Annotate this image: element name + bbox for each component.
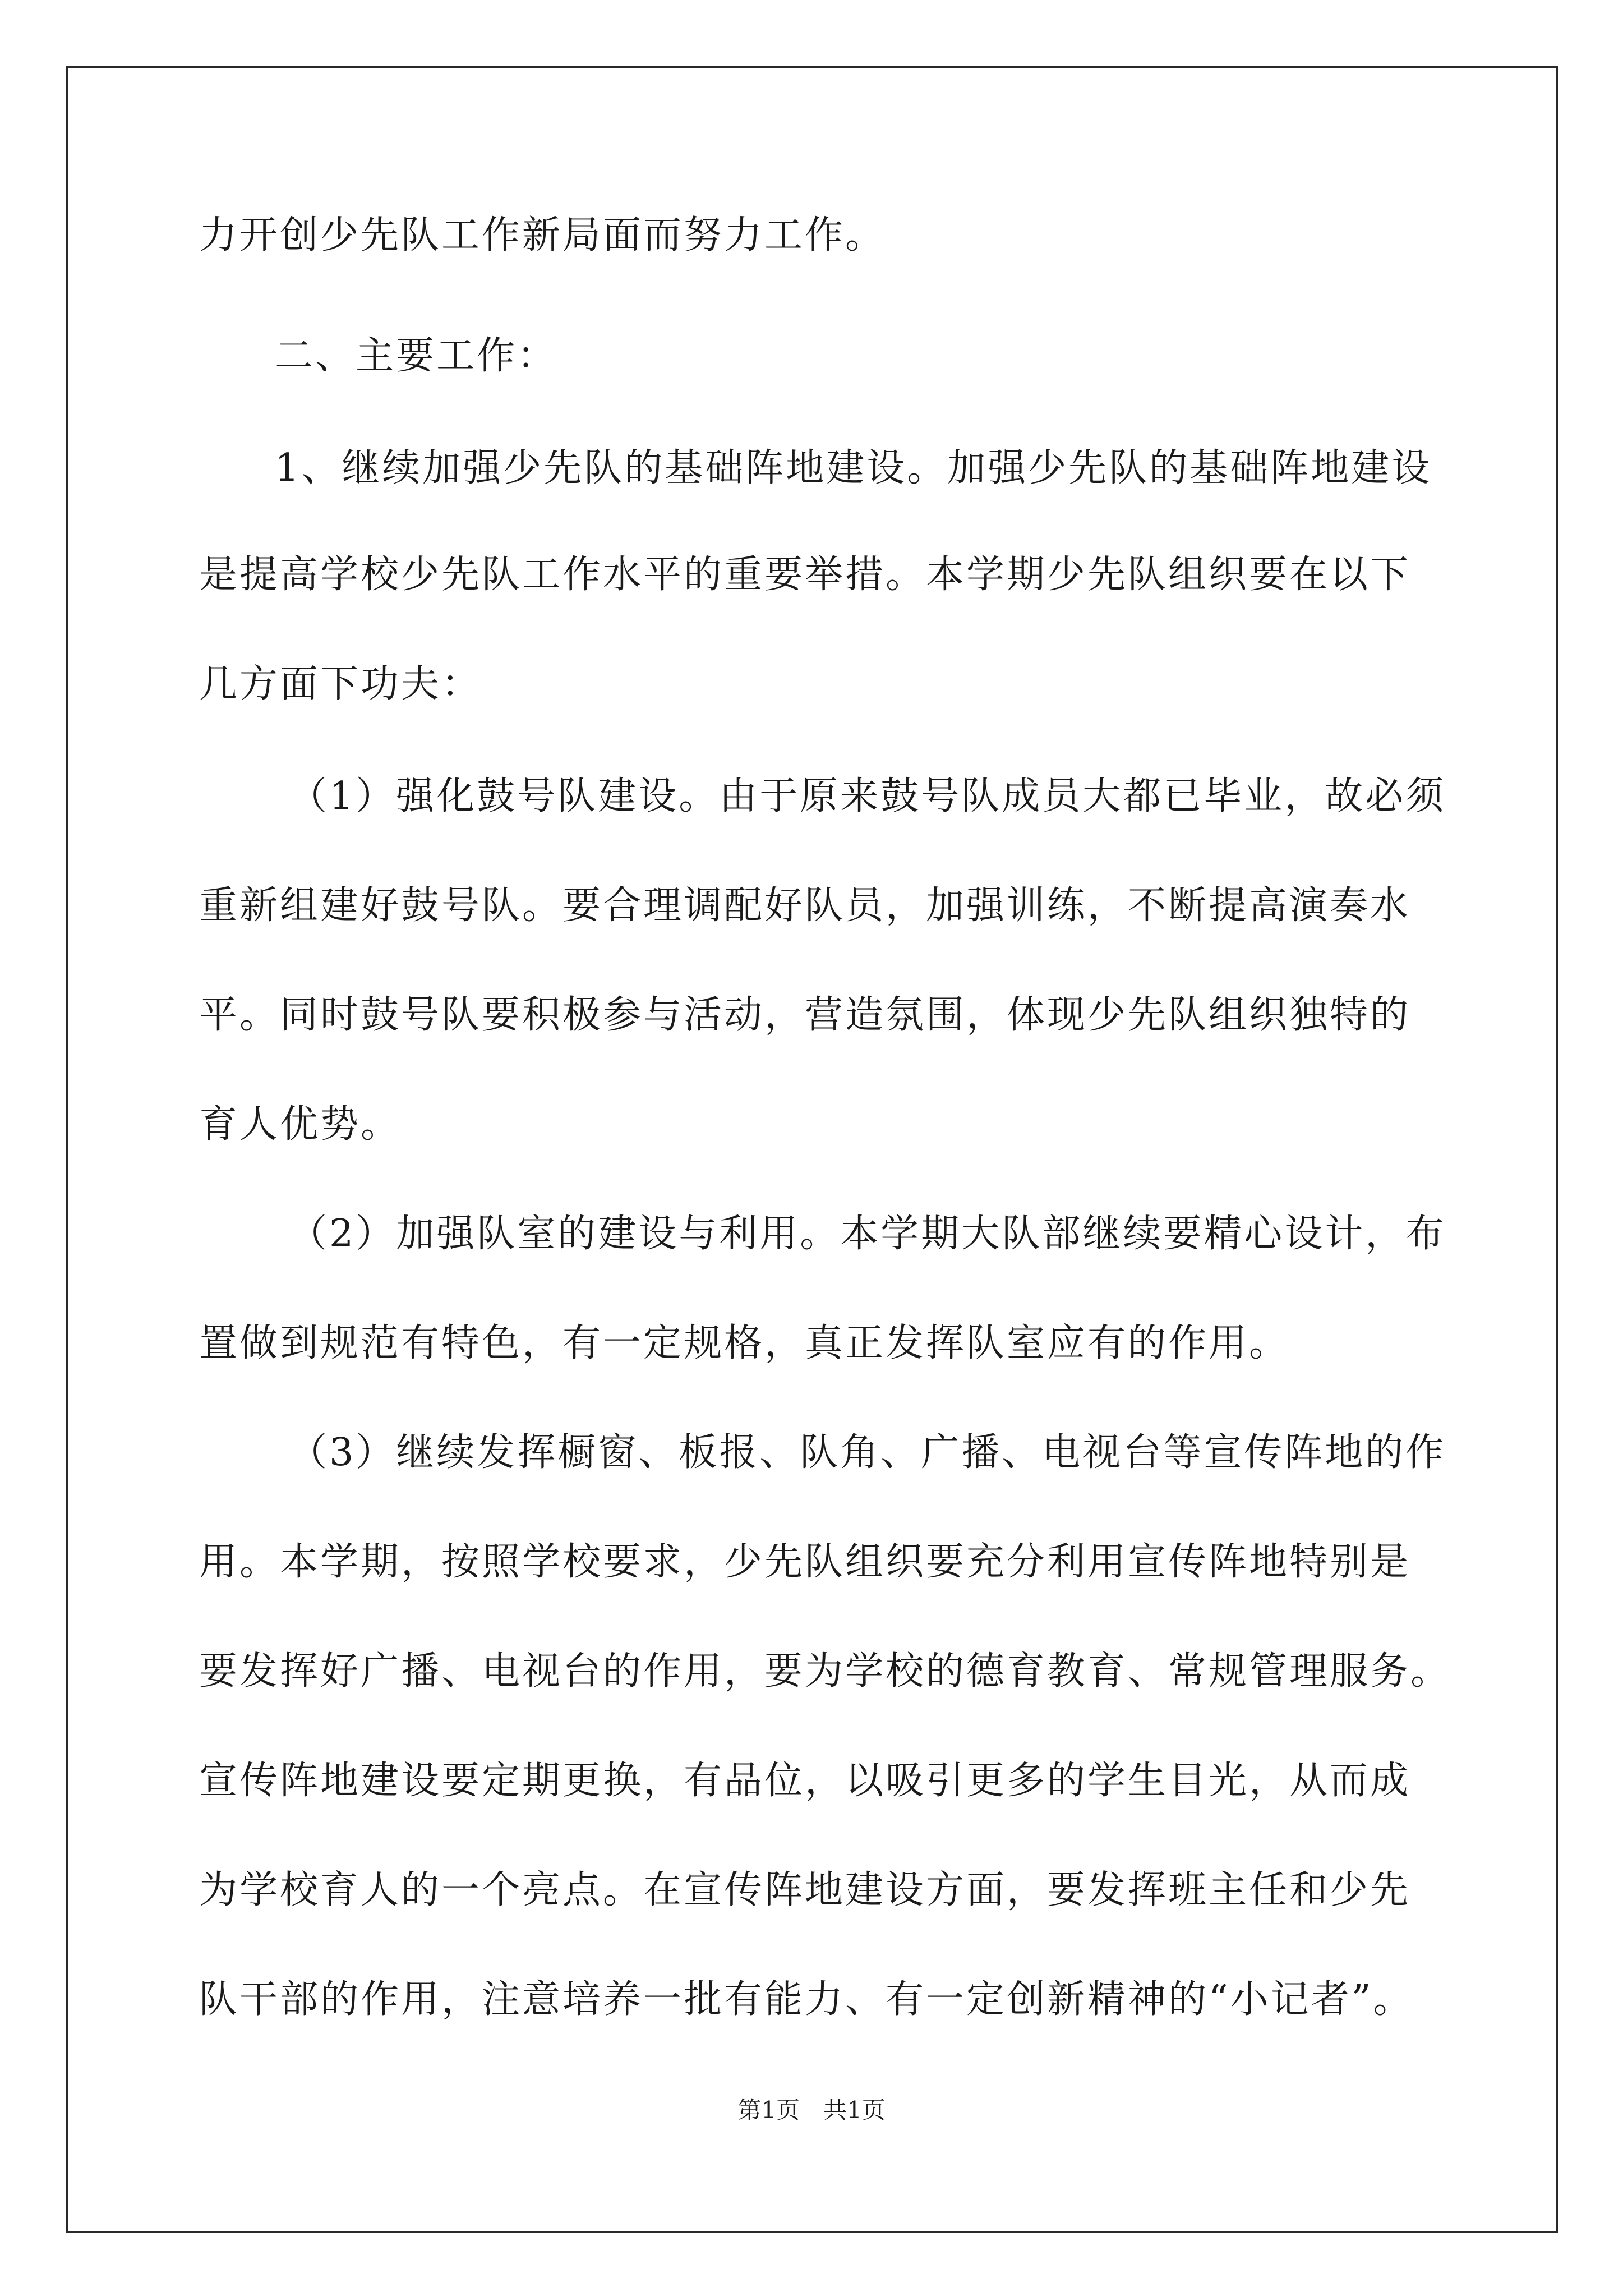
text-line: （2）加强队室的建设与利用。本学期大队部继续要精心设计，布: [289, 1212, 1446, 1256]
text-line: 力开创少先队工作新局面而努力工作。: [199, 213, 886, 257]
text-line: 队干部的作用，注意培养一批有能力、有一定创新精神的“小记者”。: [199, 1977, 1414, 2022]
text-line: （1）强化鼓号队建设。由于原来鼓号队成员大都已毕业，故必须: [289, 774, 1446, 818]
text-line: 育人优势。: [199, 1102, 402, 1147]
text-line: 是提高学校少先队工作水平的重要举措。本学期少先队组织要在以下: [199, 553, 1411, 597]
text-line: 用。本学期，按照学校要求，少先队组织要充分利用宣传阵地特别是: [199, 1540, 1411, 1584]
page-number-footer: 第1页 共1页: [737, 2096, 886, 2124]
text-line: （3）继续发挥橱窗、板报、队角、广播、电视台等宣传阵地的作: [289, 1430, 1446, 1475]
text-line: 宣传阵地建设要定期更换，有品位，以吸引更多的学生目光，从而成: [199, 1759, 1411, 1803]
text-line: 重新组建好鼓号队。要合理调配好队员，加强训练，不断提高演奏水: [199, 884, 1411, 928]
text-line: 1、继续加强少先队的基础阵地建设。加强少先队的基础阵地建设: [275, 446, 1432, 490]
text-line: 为学校育人的一个亮点。在宣传阵地建设方面，要发挥班主任和少先: [199, 1868, 1411, 1912]
text-line: 要发挥好广播、电视台的作用，要为学校的德育教育、常规管理服务。: [199, 1649, 1451, 1694]
text-line: 几方面下功夫：: [199, 662, 482, 706]
section-heading: 二、主要工作：: [275, 334, 558, 378]
text-line: 置做到规范有特色，有一定规格，真正发挥队室应有的作用。: [199, 1321, 1290, 1365]
text-line: 平。同时鼓号队要积极参与活动，营造氛围，体现少先队组织独特的: [199, 993, 1411, 1037]
